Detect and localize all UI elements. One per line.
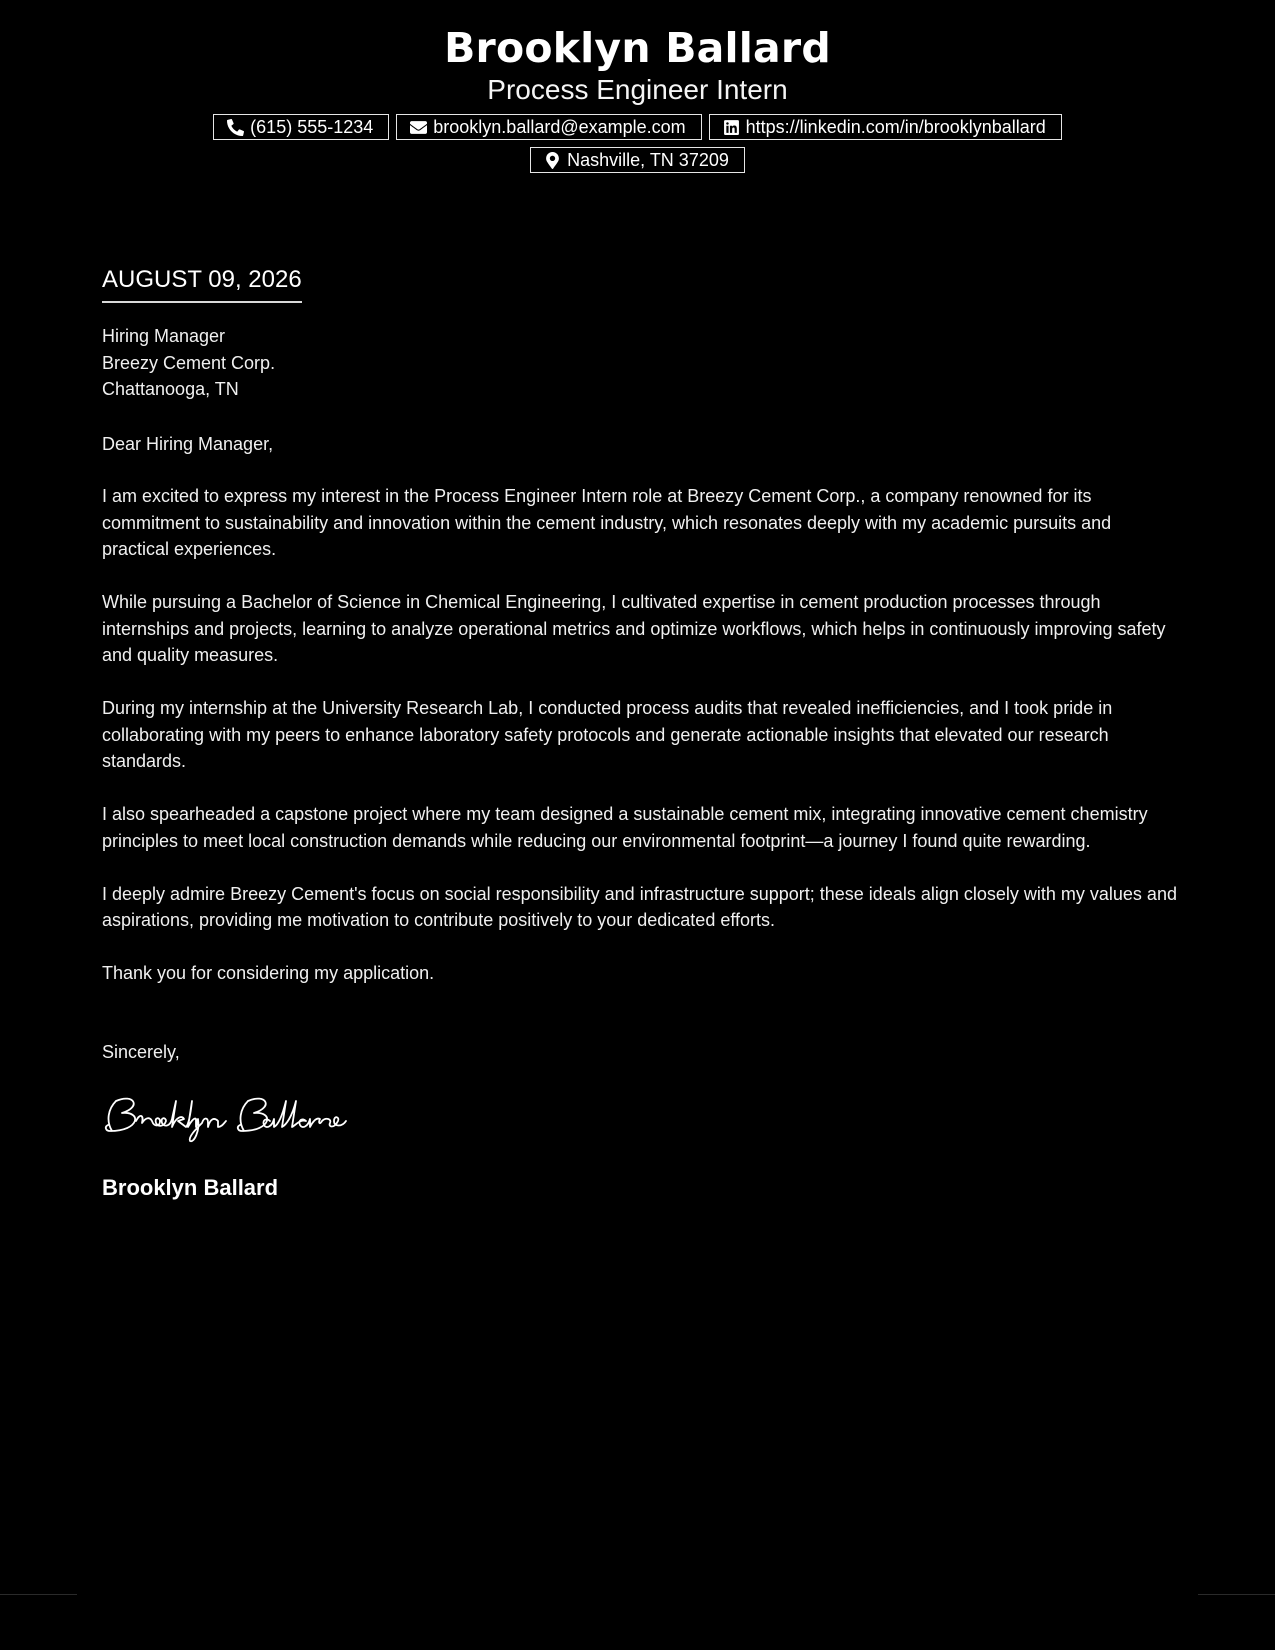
closing: Sincerely, [102,1041,180,1062]
contact-linkedin[interactable] [709,114,1062,140]
linkedin-icon [723,119,740,136]
contact-phone[interactable] [213,114,389,140]
signature-drawing [102,1087,372,1147]
contact-row-primary [0,114,1275,140]
paragraph: Thank you for considering my application. [102,963,435,983]
paragraph: I deeply admire Breezy Cement's focus on social responsibility and infrastructure support; these ideals align closely with my values and aspirations, providing me motivation to contribute positively to your dedicated efforts. [102,883,1177,930]
recipient-block [102,323,1177,403]
footer-edge-left [0,1594,77,1595]
applicant-name: Brooklyn Ballard [444,24,831,72]
contact-location-text: Nashville, TN 37209 [567,150,729,170]
contact-email[interactable] [396,114,701,140]
map-marker-icon [544,152,561,169]
phone-icon [227,119,244,136]
salutation: Dear Hiring Manager, [102,433,274,454]
letter-body [102,264,1177,1202]
letter-date: AUGUST 09, 2026 [102,264,302,303]
footer-edge-right [1198,1594,1275,1595]
signer-name: Brooklyn Ballard [102,1175,279,1200]
recipient-title: Hiring Manager [102,326,226,346]
contact-location [530,147,745,173]
contact-row-secondary [0,147,1275,173]
recipient-company: Breezy Cement Corp. [102,352,276,373]
recipient-location: Chattanooga, TN [102,379,239,399]
paragraph: I also spearheaded a capstone project where my team designed a sustainable cement mix, integrating innovative cement chemistry principles to meet local construction demands while reducing our environmental footprint—a journey I found quite rewarding. [102,804,1148,851]
letter-header [0,22,1275,180]
paragraph: During my internship at the University Research Lab, I conducted process audits that revealed inefficiencies, and I took pride in collaborating with my peers to enhance laboratory safety protocols and generate actionable insights that elevated our research standards. [102,698,1113,771]
envelope-icon [410,119,427,136]
contact-phone-text: (615) 555-1234 [250,117,374,137]
contact-linkedin-text: https://linkedin.com/in/brooklynballard [745,117,1046,137]
signature-image [102,1087,1177,1151]
paragraph: While pursuing a Bachelor of Science in Chemical Engineering, I cultivated expertise in cement production processes through internships and projects, learning to analyze operational metrics and optimize workflows, which helps in continuously improving safety and quality measures. [102,592,1166,665]
applicant-role: Process Engineer Intern [487,74,788,105]
contact-email-text: brooklyn.ballard@example.com [433,117,686,137]
paragraph: I am excited to express my interest in the Process Engineer Intern role at Breezy Cement Corp., a company renowned for its commitment to sustainability and innovation within the cement industry, which resonates deeply with my academic pursuits and practical experiences. [102,486,1112,559]
